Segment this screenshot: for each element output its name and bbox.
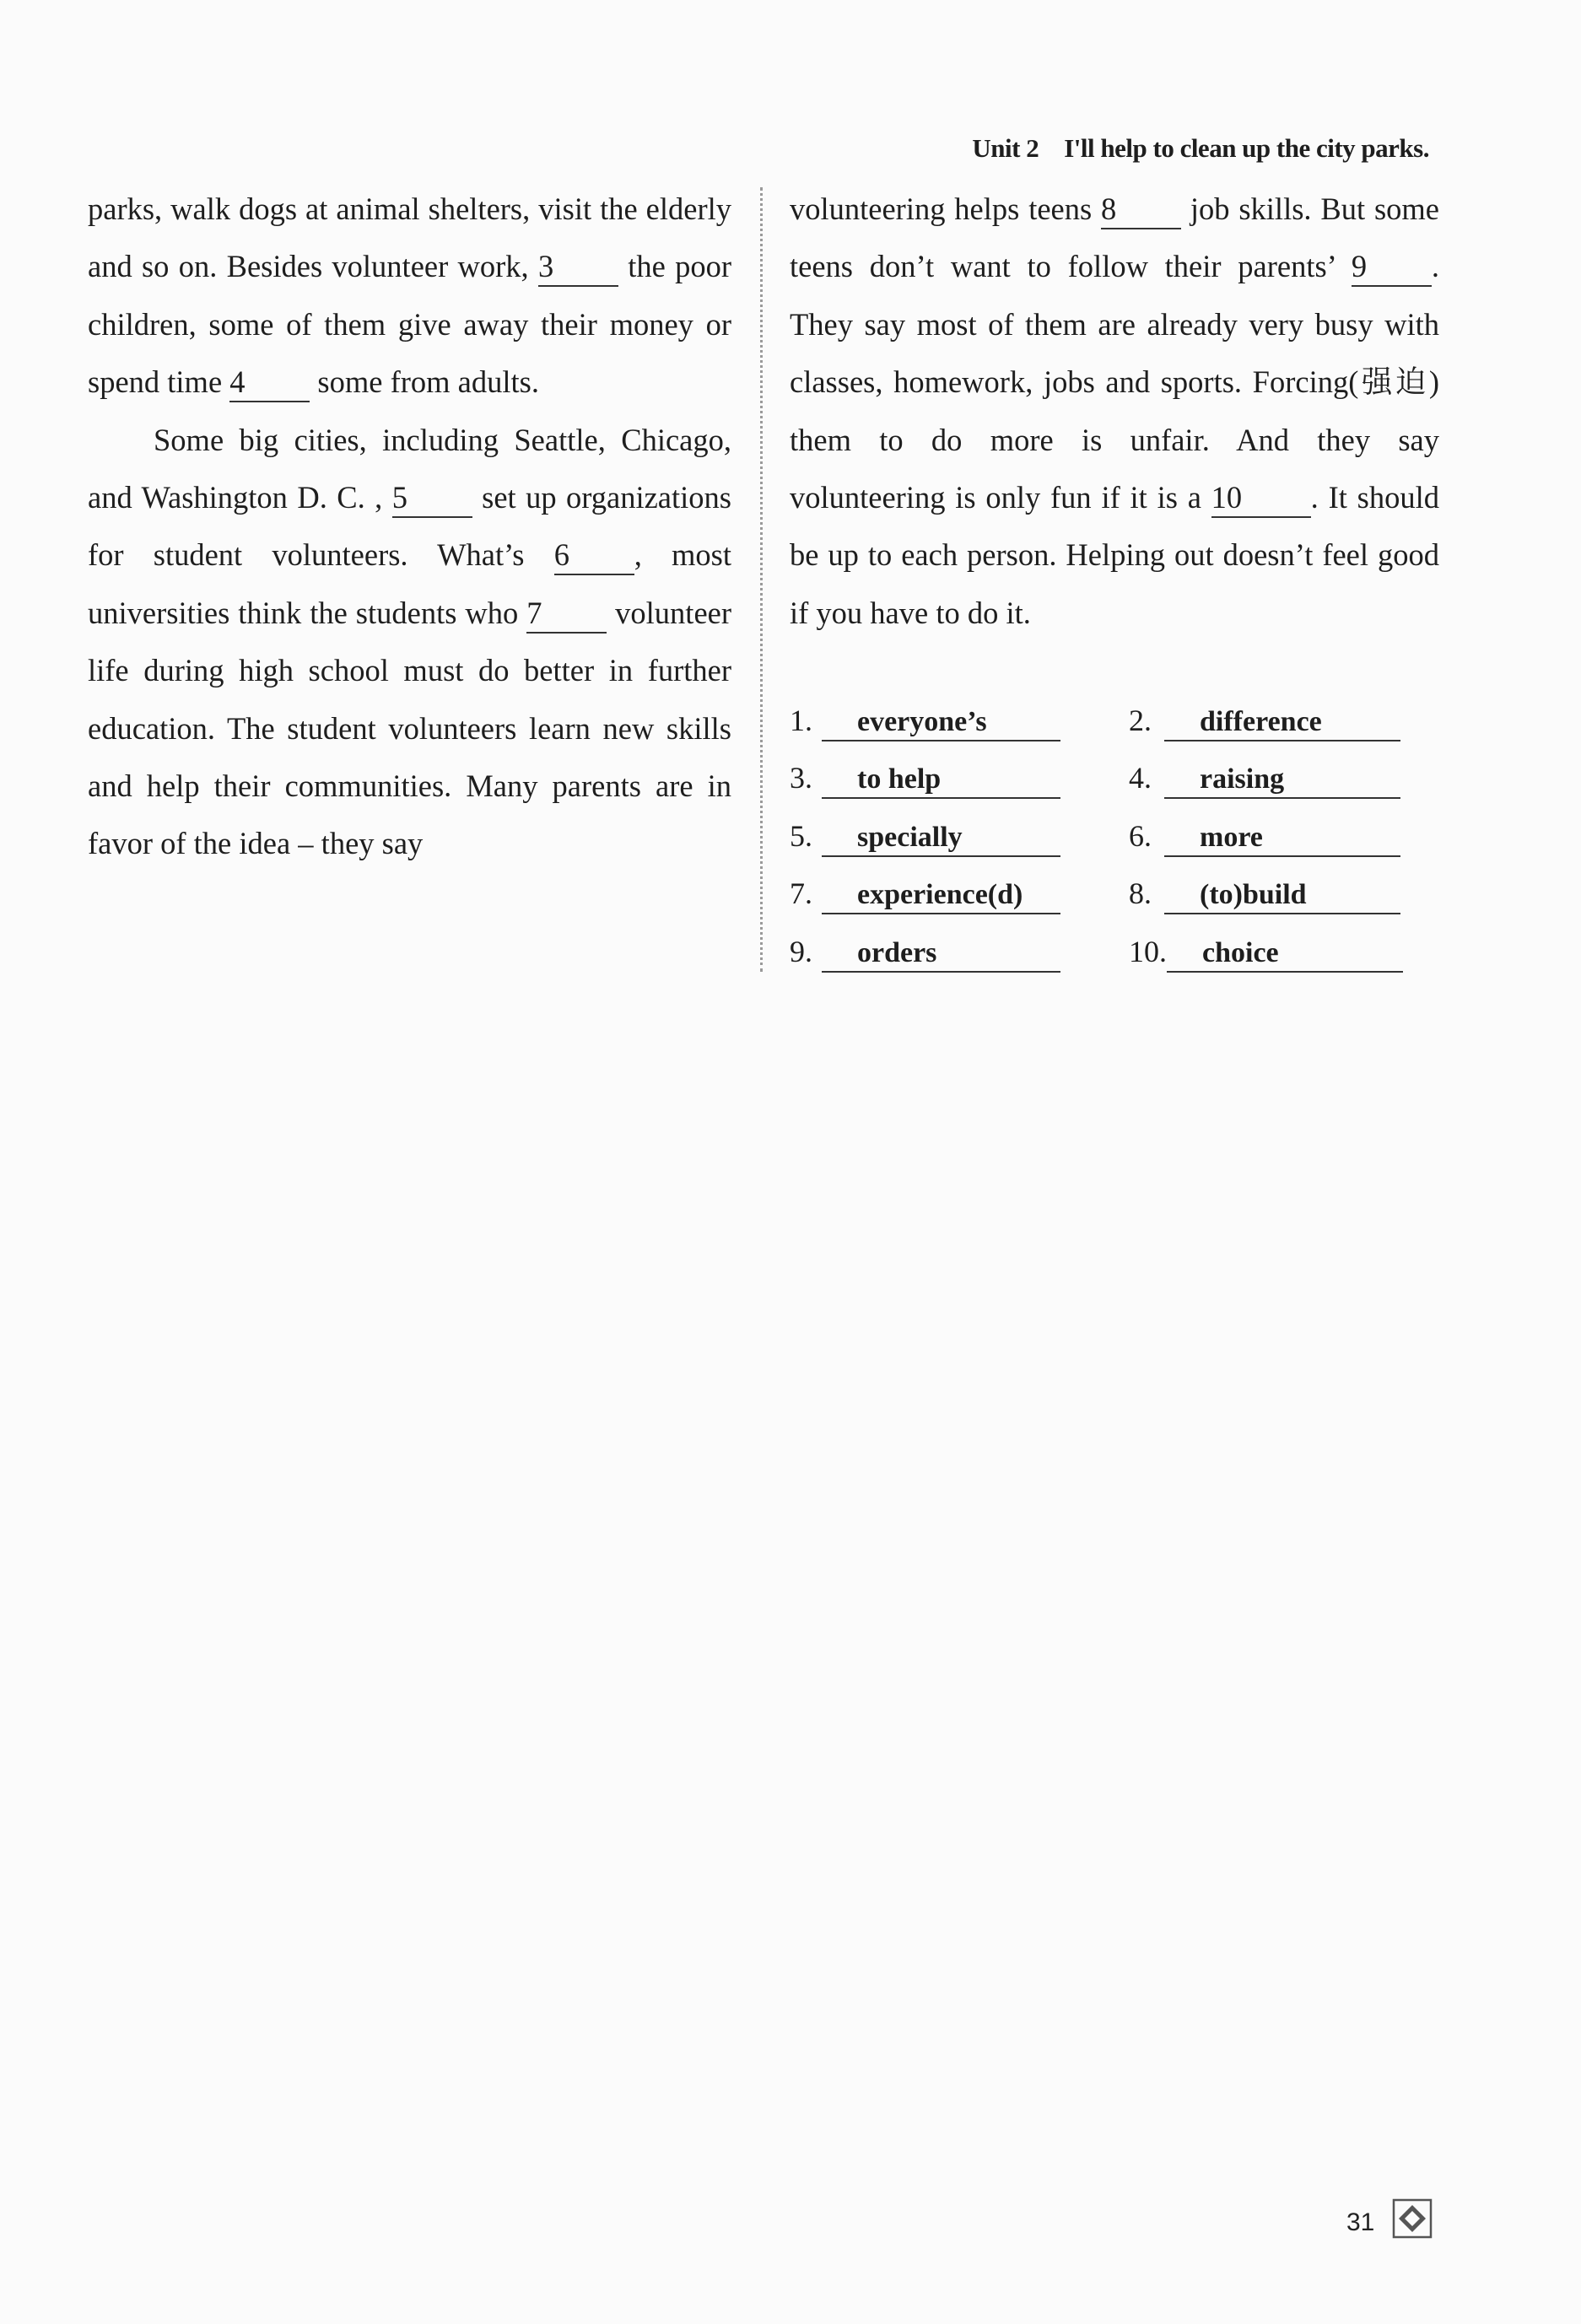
answer-text: (to)build — [1164, 879, 1400, 914]
answer-item — [1129, 925, 1403, 973]
answer-key — [790, 694, 1431, 983]
answer-text: specially — [822, 822, 1060, 857]
blank-4: 4 — [229, 364, 310, 402]
passage-text: Some big cities, including Seattle, Chicago, and Washington D. C. , — [88, 422, 731, 515]
answer-text: to help — [822, 763, 1060, 799]
passage-text: job skills. But some teens don’t want to follow their parents’ — [790, 191, 1439, 284]
answer-item — [1129, 752, 1400, 799]
answer-row — [790, 694, 1431, 752]
answer-number: 8. — [1129, 876, 1152, 911]
answer-item — [790, 694, 1060, 741]
blank-6: 6 — [554, 537, 634, 575]
passage-text: volunteering helps teens — [790, 191, 1102, 226]
answer-text: everyone’s — [822, 706, 1060, 741]
passage-text: , most universities think the students who — [88, 537, 731, 630]
passage-text: parks, walk dogs at animal shelters, visit the elderly and so on. Besides volunteer work, — [88, 191, 731, 284]
answer-text: choice — [1167, 937, 1403, 973]
blank-3: 3 — [538, 248, 618, 287]
answer-text: orders — [822, 937, 1060, 973]
passage-text: . It should be up to each person. Helping out doesn’t feel good if you have to do it. — [790, 480, 1439, 630]
answer-item — [790, 752, 1060, 799]
answer-number: 10. — [1129, 934, 1167, 968]
answer-item — [1129, 810, 1400, 857]
answer-text: more — [1164, 822, 1400, 857]
column-divider — [760, 187, 763, 972]
answer-text: raising — [1164, 763, 1400, 799]
answer-number: 2. — [1129, 704, 1152, 737]
passage-text: the poor children, some of them give away their money or spend time — [88, 249, 731, 400]
answer-row — [790, 867, 1431, 925]
answer-row — [790, 925, 1431, 983]
blank-9: 9 — [1352, 248, 1432, 287]
answer-item — [790, 810, 1060, 857]
passage-paragraph — [88, 412, 731, 873]
answer-number: 7. — [790, 876, 812, 911]
answer-text: difference — [1164, 706, 1400, 741]
answer-row — [790, 810, 1431, 867]
answer-item — [1129, 867, 1400, 914]
passage-text: volunteer life during high school must do better in further education. The student volunteers learn new skills and help their communities. Many parents are in favor of the idea – they say — [88, 595, 731, 861]
answer-item — [790, 867, 1060, 914]
answer-number: 3. — [790, 761, 812, 795]
unit-title: I'll help to clean up the city parks. — [1064, 133, 1429, 163]
passage-text: set up organizations for student volunteers. What’s — [88, 480, 731, 573]
answer-text: experience(d) — [822, 879, 1060, 914]
answer-number: 4. — [1129, 761, 1152, 795]
answer-item — [1129, 694, 1400, 741]
passage-left-column — [88, 181, 731, 873]
answer-number: 6. — [1129, 818, 1152, 853]
blank-10: 10 — [1211, 479, 1311, 518]
passage-right-column — [790, 181, 1439, 642]
answer-number: 1. — [790, 704, 812, 737]
answer-row — [790, 752, 1431, 809]
answer-item — [790, 925, 1060, 973]
passage-text: some from adults. — [310, 364, 539, 400]
diamond-badge-icon — [1392, 2198, 1433, 2239]
passage-paragraph — [88, 181, 731, 412]
passage-text: . They say most of them are already very busy with classes, homework, jobs and sports. Forcing(强迫) them to do more is unfair. And they say volunteering is only fun if it is a — [790, 249, 1439, 515]
blank-7: 7 — [526, 595, 607, 634]
blank-8: 8 — [1101, 191, 1181, 229]
page-number: 31 — [1346, 2208, 1375, 2236]
answer-number: 5. — [790, 818, 812, 853]
blank-5: 5 — [392, 479, 472, 518]
unit-label: Unit 2 — [972, 133, 1039, 163]
passage-paragraph — [790, 181, 1439, 642]
page-header — [972, 133, 1429, 164]
answer-number: 9. — [790, 934, 812, 968]
